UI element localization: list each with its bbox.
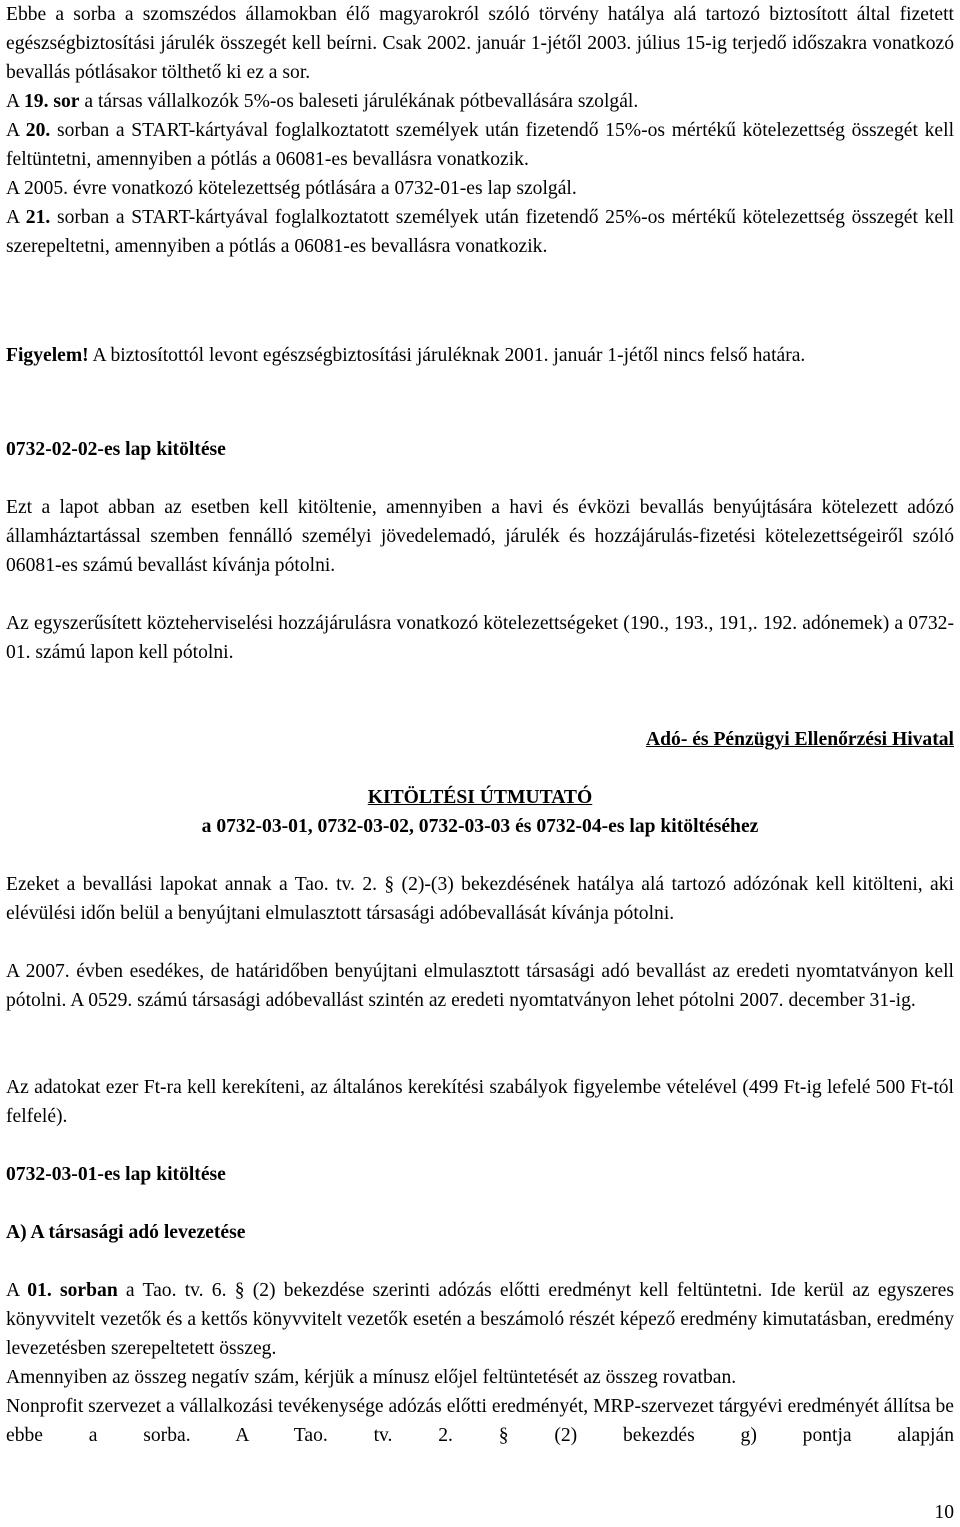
paragraph-attention: Figyelem! A biztosítottól levont egészségbiztosítási járuléknak 2001. január 1-jétől nincs felső határa.: [6, 345, 806, 366]
row-21-label: 21.: [25, 207, 51, 228]
paragraph-row-20: A 20. sorban a START-kártyával foglalkoztatott személyek után fizetendő 15%-os mértékű kötelezettség összegét kell feltüntetni, amennyiben a pótlás a 06081-es bevallásra vonatkozik.: [6, 120, 955, 170]
agency-name: Adó- és Pénzügyi Ellenőrzési Hivatal: [645, 729, 954, 750]
heading-0732-03-01: 0732-03-01-es lap kitöltése: [6, 1164, 226, 1185]
subheading-corporate-tax: A) A társasági adó levezetése: [6, 1222, 246, 1243]
attention-label: Figyelem!: [6, 345, 89, 366]
paragraph-0732-02-02-simplified: Az egyszerűsített közteherviselési hozzájárulásra vonatkozó kötelezettségeket (190., 193., 191,. 192. adónemek) a 0732-01. számú lapon kell pótolni.: [6, 613, 954, 663]
guide-subtitle: a 0732-03-01, 0732-03-02, 0732-03-03 és 0732-04-es lap kitöltéséhez: [201, 816, 759, 837]
paragraph-row-20-note: A 2005. évre vonatkozó kötelezettség pótlására a 0732-01-es lap szolgál.: [6, 178, 577, 199]
row-19-label: 19. sor: [23, 91, 80, 112]
heading-0732-02-02: 0732-02-02-es lap kitöltése: [6, 439, 226, 460]
paragraph-negative-sign: Amennyiben az összeg negatív szám, kérjük a mínusz előjel feltüntetését az összeg rovatban.: [6, 1367, 737, 1388]
paragraph-intro-2007: A 2007. évben esedékes, de határidőben benyújtani elmulasztott társasági adó bevallást az eredeti nyomtatványon kell pótolni. A 0529. számú társasági adóbevallást szintén az eredeti nyomtatványon lehet pótolni 2007. december 31-ig.: [6, 961, 954, 1011]
row-20-label: 20.: [25, 120, 51, 141]
row-01-label: 01. sorban: [27, 1280, 118, 1301]
paragraph-rounding: Az adatokat ezer Ft-ra kell kerekíteni, az általános kerekítési szabályok figyelembe vételével (499 Ft-ig lefelé 500 Ft-tól felfelé).: [6, 1077, 954, 1127]
paragraph-intro-scope: Ezeket a bevallási lapokat annak a Tao. tv. 2. § (2)-(3) bekezdésének hatálya alá tartozó adózónak kell kitölteni, aki elévülési időn belül a benyújtani elmulasztott társasági adóbevallását kívánja pótolni.: [6, 874, 954, 924]
paragraph-row-21: A 21. sorban a START-kártyával foglalkoztatott személyek után fizetendő 25%-os mértékű kötelezettség összegét kell szerepeltetni, amennyiben a pótlás a 06081-es bevallásra vonatkozik.: [6, 207, 955, 257]
page-number: 10: [934, 1502, 954, 1523]
guide-title: KITÖLTÉSI ÚTMUTATÓ: [367, 787, 593, 808]
paragraph-hungarians-contribution: Ebbe a sorba a szomszédos államokban élő magyarokról szóló törvény hatálya alá tartozó biztosított által fizetett egészségbiztosítási járulék összegét kell beírni. Csak 2002. január 1-jétől 2003. július 15-ig terjedő időszakra vonatkozó bevallás pótlásakor tölthető ki ez a sor.: [6, 4, 954, 83]
paragraph-row-19: A 19. sor a társas vállalkozók 5%-os baleseti járulékának pótbevallására szolgál.: [6, 91, 639, 112]
paragraph-0732-02-02-usage: Ezt a lapot abban az esetben kell kitöltenie, amennyiben a havi és évközi bevallás benyújtására kötelezett adózó államháztartással szemben fennálló személyi jövedelemadó, járulék és hozzájárulás-fizetési kötelezettségeiről szóló 06081-es számú bevallást kívánja pótolni.: [6, 497, 954, 576]
paragraph-row-01: A 01. sorban a Tao. tv. 6. § (2) bekezdése szerinti adózás előtti eredményt kell feltüntetni. Ide kerül az egyszeres könyvvitelt vezetők és a kettős könyvvitelt vezetők esetén a beszámoló részét képező eredmény kimutatásban, eredmény levezetésben szerepeltetett összeg.: [6, 1280, 954, 1359]
paragraph-nonprofit: Nonprofit szervezet a vállalkozási tevékenysége adózás előtti eredményét, MRP-szervezet tárgyévi eredményét állítsa be ebbe a sorba. A Tao. tv. 2. § (2) bekezdés g) pontja alapján: [6, 1396, 954, 1446]
